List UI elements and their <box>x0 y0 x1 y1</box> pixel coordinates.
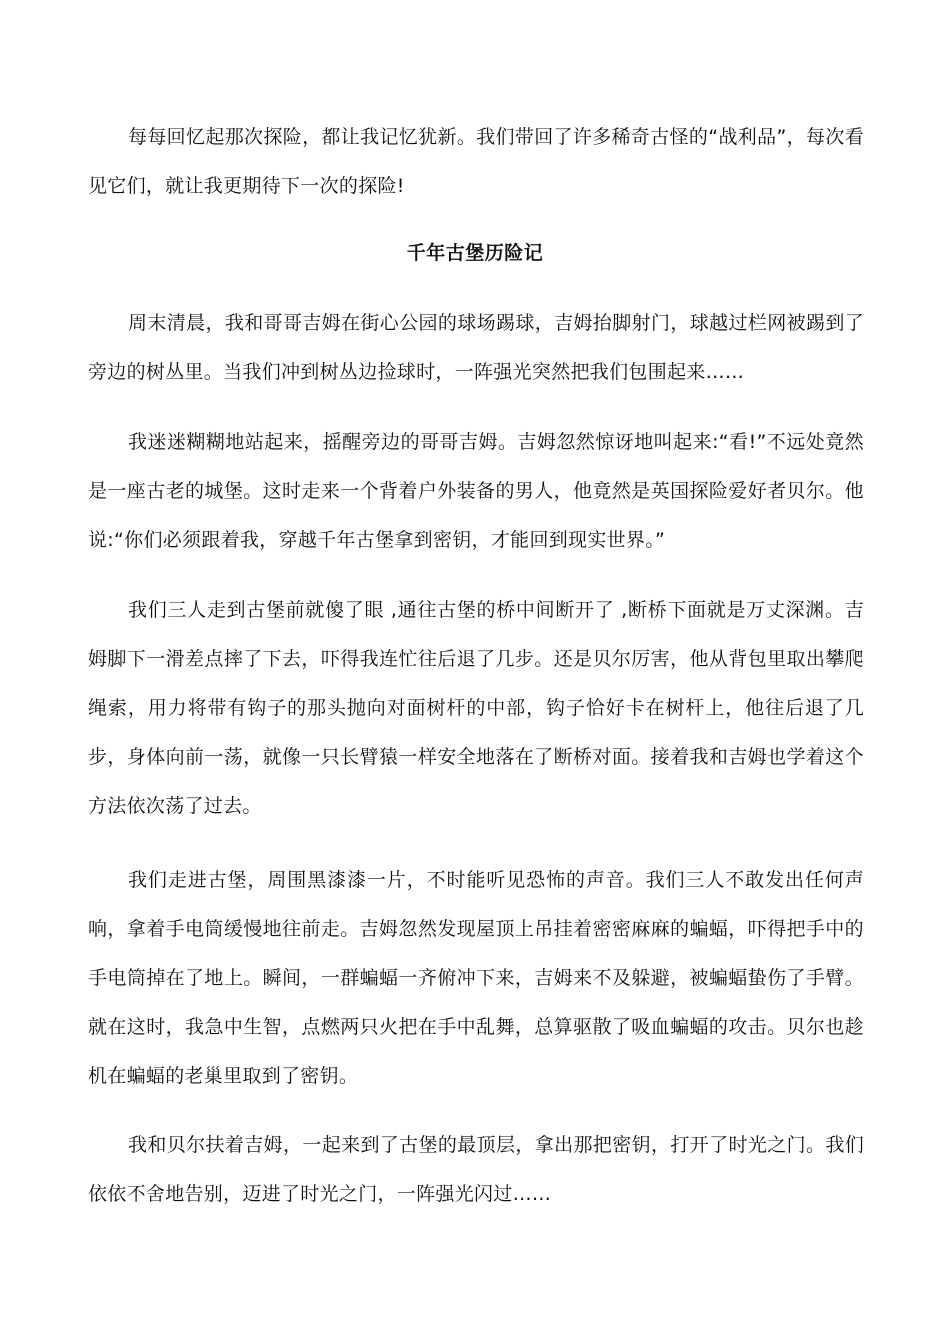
body-paragraph-1: 周末清晨，我和哥哥吉姆在街心公园的球场踢球，吉姆抬脚射门，球越过栏网被踢到了旁边的树丛里。当我们冲到树丛边捡球时，一阵强光突然把我们包围起来…… <box>88 312 864 383</box>
intro-paragraph: 每每回忆起那次探险，都让我记忆犹新。我们带回了许多稀奇古怪的“战利品”，每次看见它们，就让我更期待下一次的探险! <box>88 126 864 197</box>
body-paragraph-3: 我们三人走到古堡前就傻了眼 ,通往古堡的桥中间断开了 ,断桥下面就是万丈深渊。吉姆脚下一滑差点摔了下去，吓得我连忙往后退了几步。还是贝尔厉害，他从背包里取出攀爬绳索，用力将带有钩子的那头抛向对面树杆的中部，钩子恰好卡在树杆上，他往后退了几步，身体向前一荡，就像一只长臂猿一样安全地落在了断桥对面。接着我和吉姆也学着这个方法依次荡了过去。 <box>88 599 864 817</box>
article-title: 千年古堡历险记 <box>406 242 544 264</box>
body-paragraph-5: 我和贝尔扶着吉姆，一起来到了古堡的最顶层，拿出那把密钥，打开了时光之门。我们依依不舍地告别，迈进了时光之门，一阵强光闪过…… <box>88 1134 864 1205</box>
body-paragraph-2: 我迷迷糊糊地站起来，摇醒旁边的哥哥吉姆。吉姆忽然惊讶地叫起来:“看!”不远处竟然是一座古老的城堡。这时走来一个背着户外装备的男人，他竟然是英国探险爱好者贝尔。他说:“你们必须跟着我，穿越千年古堡拿到密钥，才能回到现实世界。” <box>88 431 864 551</box>
body-paragraph-4: 我们走进古堡，周围黑漆漆一片，不时能听见恐怖的声音。我们三人不敢发出任何声响，拿着手电筒缓慢地往前走。吉姆忽然发现屋顶上吊挂着密密麻麻的蝙蝠，吓得把手中的手电筒掉在了地上。瞬间，一群蝙蝠一齐俯冲下来，吉姆来不及躲避，被蝙蝠蛰伤了手臂。就在这时，我急中生智，点燃两只火把在手中乱舞，总算驱散了吸血蝙蝠的攻击。贝尔也趁机在蝙蝠的老巢里取到了密钥。 <box>88 869 864 1087</box>
